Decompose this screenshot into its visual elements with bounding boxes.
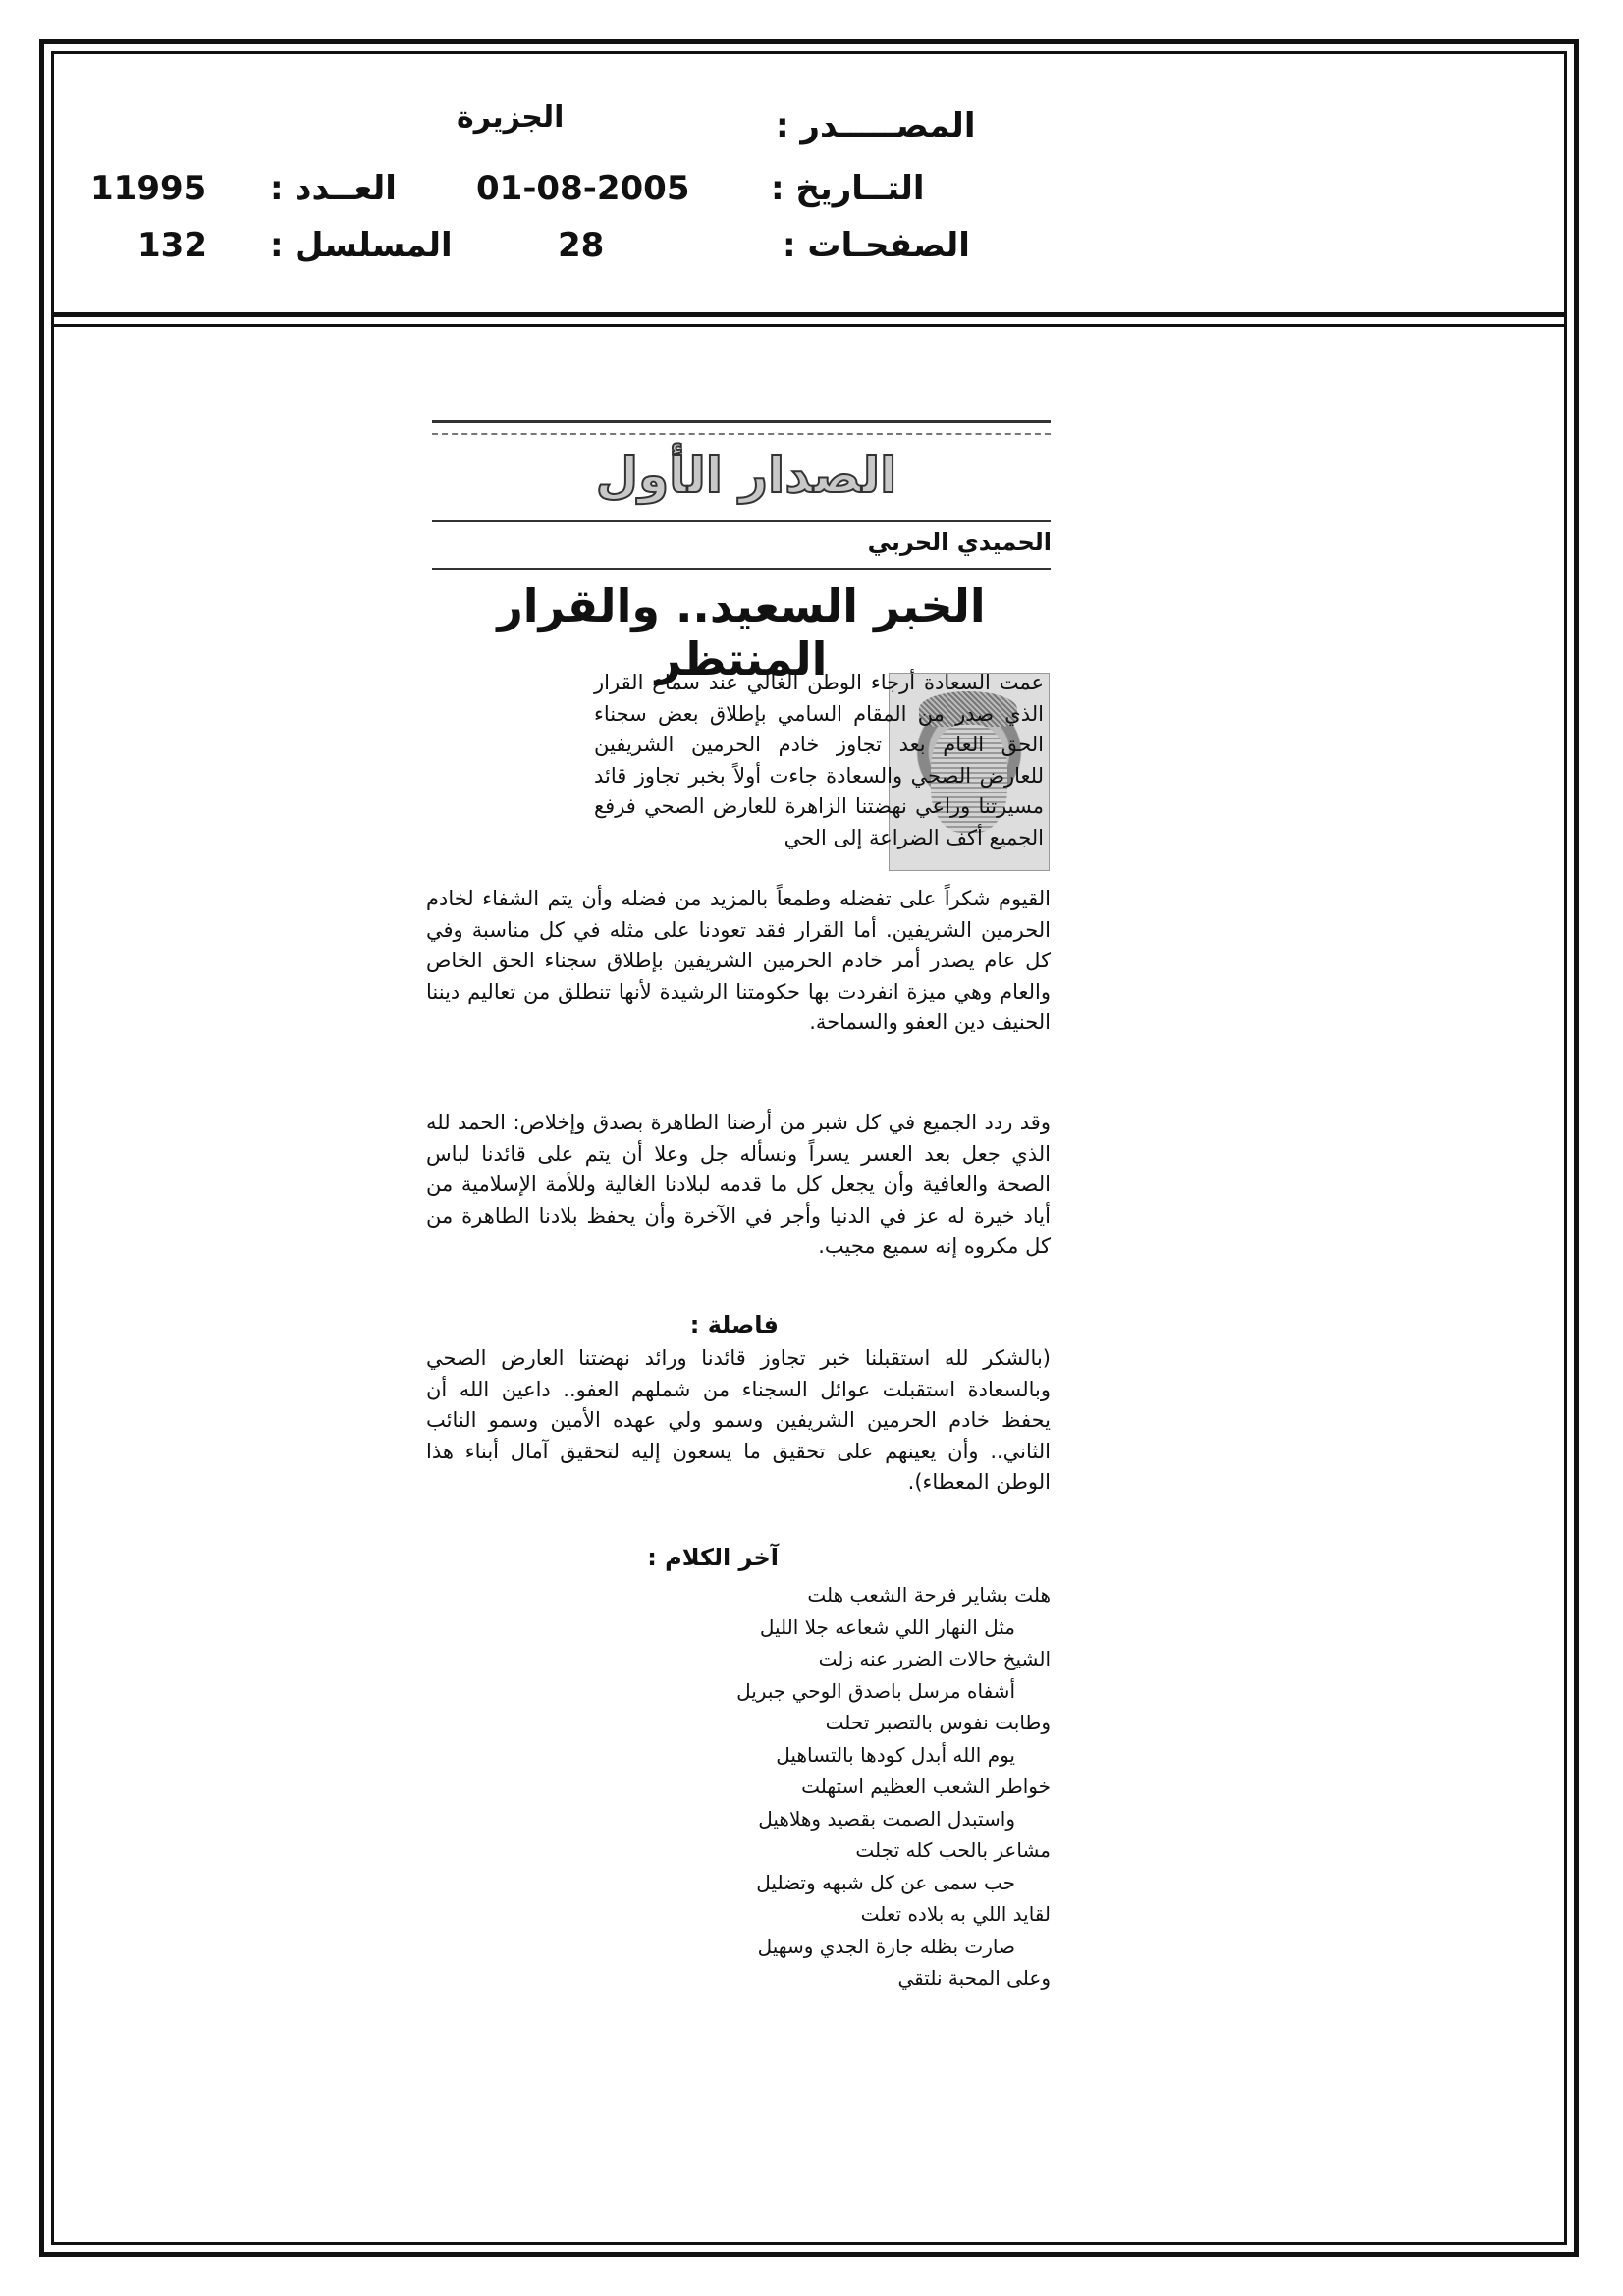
- issue-colon: :: [270, 169, 284, 208]
- subhead-last-word: آخر الكلام :: [647, 1544, 779, 1571]
- date-label: التــاريخ :: [771, 169, 925, 208]
- poem-line: يوم الله أبدل كودها بالتساهيل: [776, 1742, 1015, 1767]
- issue-label: العــدد: [295, 169, 397, 208]
- article-paragraph-2: وقد ردد الجميع في كل شبر من أرضنا الطاهرة بصدق وإخلاص: الحمد لله الذي جعل بعد العسر يسراً ونسأله جل وعلا أن يتم على قائدنا لباس الصحة والعافية وأن يجعل كل ما قدمه لبلادنا الغالية وللأمة الإسلامية من أياد خيرة له عز في الدنيا وأجر في الآخرة وأن يحفظ بلادنا الطاهرة من كل مكروه إنه سميع مجيب.: [426, 1111, 1051, 1258]
- poem-line: وعلى المحبة نلتقي: [897, 1966, 1051, 1990]
- poem-line: صارت بظله جارة الجدي وسهيل: [757, 1934, 1015, 1958]
- subhead-fasila: فاصلة :: [689, 1311, 779, 1339]
- pages-value: 28: [558, 226, 605, 265]
- poem-line: لقايد اللي به بلاده تعلت: [860, 1902, 1051, 1926]
- poem-line: واستبدل الصمت بقصيد وهلاهيل: [758, 1806, 1015, 1831]
- header-divider-inner: [51, 324, 1567, 327]
- author-byline: الحميدي الحربي: [867, 528, 1052, 556]
- byline-rule-bottom: [432, 568, 1051, 570]
- source-value: الجزيرة: [457, 100, 565, 135]
- poem-line: هلت بشاير فرحة الشعب هلت: [807, 1583, 1051, 1607]
- article-headline: الخبر السعيد.. والقرار المنتظر: [497, 579, 986, 685]
- clipping-top-rule: [432, 420, 1051, 435]
- serial-colon: :: [270, 226, 284, 265]
- poem-line: الشيخ حالات الضرر عنه زلت: [818, 1647, 1051, 1670]
- poem: [426, 1579, 1051, 1995]
- date-value: 01-08-2005: [476, 169, 690, 208]
- poem-line: أشفاه مرسل باصدق الوحي جبريل: [736, 1678, 1015, 1703]
- header-divider: [51, 312, 1567, 317]
- poem-line: خواطر الشعب العظيم استهلت: [801, 1775, 1051, 1798]
- poem-line: مشاعر بالحب كله تجلت: [855, 1838, 1051, 1862]
- poem-line: حب سمى عن كل شبهه وتضليل: [756, 1870, 1015, 1894]
- article-paragraph-1-continued: القيوم شكراً على تفضله وطمعاً بالمزيد من فضله وأن يتم الشفاء لخادم الحرمين الشريفين. أما القرار فقد تعودنا على مثله في كل مناسبة وفي كل عام يصدر أمر خادم الحرمين الشريفين بإطلاق سجناء الحق الخاص والعام وهي ميزة انفردت بها حكومتنا الرشيدة لأنها تنطلق من تعاليم ديننا الحنيف دين العفو والسماحة.: [426, 887, 1051, 1034]
- byline-rule-top: [432, 520, 1051, 522]
- pages-label: الصفحـات :: [783, 226, 970, 265]
- source-label: المصـــــدر :: [776, 106, 976, 145]
- poem-line: وطابت نفوس بالتصبر تحلت: [825, 1711, 1051, 1734]
- issue-value: 11995: [90, 169, 207, 208]
- article-paragraph-3: (بالشكر لله استقبلنا خبر تجاوز قائدنا ورائد نهضتنا العارض الصحي وبالسعادة استقبلت عوائل السجناء من شملهم العفو.. داعين الله أن يحفظ خادم الحرمين الشريفين وسمو ولي عهده الأمين وسمو النائب الثاني.. وأن يعينهم على تحقيق ما يسعون إليه لتحقيق آمال أبناء هذا الوطن المعطاء).: [426, 1346, 1051, 1494]
- poem-line: مثل النهار اللي شعاعه جلا الليل: [759, 1614, 1015, 1639]
- column-title: الصدار الأول: [595, 447, 897, 504]
- serial-label: المسلسل: [295, 226, 453, 265]
- article-paragraph-1: عمت السعادة أرجاء الوطن الغالي عند سماع القرار الذي صدر من المقام السامي بإطلاق بعض سجناء الحق العام بعد تجاوز خادم الحرمين الشريفين للعارض الصحي والسعادة جاءت أولاً بخبر تجاوز قائد مسيرتنا وراعي نهضتنا الزاهرة للعارض الصحي فرفع الجميع أكف الضراعة إلى الحي: [594, 671, 1044, 849]
- serial-value: 132: [137, 226, 207, 265]
